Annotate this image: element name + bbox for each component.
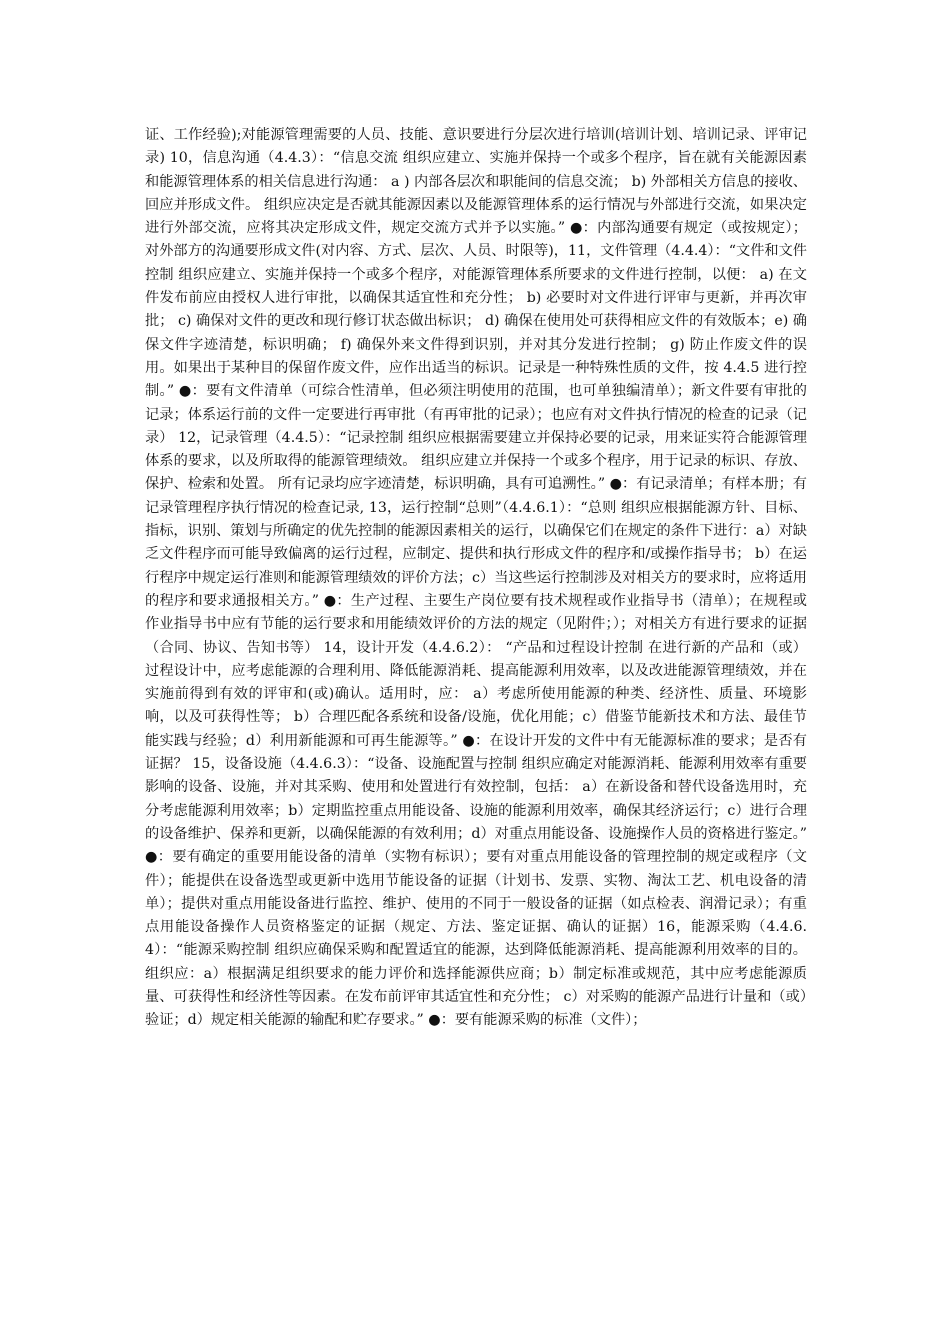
- body-paragraph: 证、工作经验);对能源管理需要的人员、技能、意识要进行分层次进行培训(培训计划、培训记录、评审记录) 10，信息沟通（4.4.3）：“信息交流 组织应建立、实施并保持一个或多个程序，旨在就有关能源因素和能源管理体系的相关信息进行沟通： a ) 内部各层次和职能间的信息交流； b) 外部相关方信息的接收、回应并形成文件。 组织应决定是否就其能源因素以及能源管理体系的运行情况与外部进行交流，如果决定进行外部交流，应将其决定形成文件，规定交流方式并予以实施。” ●：内部沟通要有规定（或按规定）；对外部方的沟通要形成文件(对内容、方式、层次、人员、时限等)，11，文件管理（4.4.4）：“文件和文件控制 组织应建立、实施并保持一个或多个程序，对能源管理体系所要求的文件进行控制，以便： a) 在文件发布前应由授权人进行审批，以确保其适宜性和充分性； b) 必要时对文件进行评审与更新，并再次审批； c) 确保对文件的更改和现行修订状态做出标识； d) 确保在使用处可获得相应文件的有效版本；e) 确保文件字迹清楚，标识明确； f) 确保外来文件得到识别，并对其分发进行控制； g) 防止作废文件的误用。如果出于某种目的保留作废文件，应作出适当的标识。记录是一种特殊性质的文件，按 4.4.5 进行控制。” ●：要有文件清单（可综合性清单，但必须注明使用的范围，也可单独编清单）；新文件要有审批的记录；体系运行前的文件一定要进行再审批（有再审批的记录）；也应有对文件执行情况的检查的记录（记录） 12，记录管理（4.4.5）：“记录控制 组织应根据需要建立并保持必要的记录，用来证实符合能源管理体系的要求，以及所取得的能源管理绩效。 组织应建立并保持一个或多个程序，用于记录的标识、存放、保护、检索和处置。 所有记录均应字迹清楚，标识明确，具有可追溯性。” ●：有记录清单；有样本册；有记录管理程序执行情况的检查记录, 13，运行控制“总则”（4.4.6.1）：“总则 组织应根据能源方针、目标、指标，识别、策划与所确定的优先控制的能源因素相关的运行，以确保它们在规定的条件下进行：a）对缺乏文件程序而可能导致偏离的运行过程，应制定、提供和执行形成文件的程序和/或操作指导书； b）在运行程序中规定运行准则和能源管理绩效的评价方法；c）当这些运行控制涉及对相关方的要求时，应将适用的程序和要求通报相关方。” ●：生产过程、主要生产岗位要有技术规程或作业指导书（清单）；在规程或作业指导书中应有节能的运行要求和用能绩效评价的方法的规定（见附件；）；对相关方有进行要求的证据（合同、协议、告知书等） 14，设计开发（4.4.6.2）： “产品和过程设计控制 在进行新的产品和（或）过程设计中，应考虑能源的合理利用、降低能源消耗、提高能源利用效率，以及改进能源管理绩效，并在实施前得到有效的评审和(或)确认。适用时，应： a）考虑所使用能源的种类、经济性、质量、环境影响，以及可获得性等； b）合理匹配各系统和设备/设施，优化用能；c）借鉴节能新技术和方法、最佳节能实践与经验；d）利用新能源和可再生能源等。” ●：在设计开发的文件中有无能源标准的要求；是否有证据？ 15，设备设施（4.4.6.3）：“设备、设施配置与控制 组织应确定对能源消耗、能源利用效率有重要影响的设备、设施，并对其采购、使用和处置进行有效控制，包括： a）在新设备和替代设备选用时，充分考虑能源利用效率；b）定期监控重点用能设备、设施的能源利用效率，确保其经济运行；c）进行合理的设备维护、保养和更新，以确保能源的有效利用；d）对重点用能设备、设施操作人员的资格进行鉴定。” ●：要有确定的重要用能设备的清单（实物有标识）；要有对重点用能设备的管理控制的规定或程序（文件）；能提供在设备选型或更新中选用节能设备的证据（计划书、发票、实物、淘汰工艺、机电设备的清单）；提供对重点用能设备进行监控、维护、使用的不同于一般设备的证据（如点检表、润滑记录）；有重点用能设备操作人员资格鉴定的证据（规定、方法、鉴定证据、确认的证据）16，能源采购（4.4.6.4）：“能源采购控制 组织应确保采购和配置适宜的能源，达到降低能源消耗、提高能源利用效率的目的。 组织应：a）根据满足组织要求的能力评价和选择能源供应商；b）制定标准或规范，其中应考虑能源质量、可获得性和经济性等因素。在发布前评审其适宜性和充分性； c）对采购的能源产品进行计量和（或）验证；d）规定相关能源的输配和贮存要求。” ●：要有能源采购的标准（文件）；: [145, 127, 807, 1029]
